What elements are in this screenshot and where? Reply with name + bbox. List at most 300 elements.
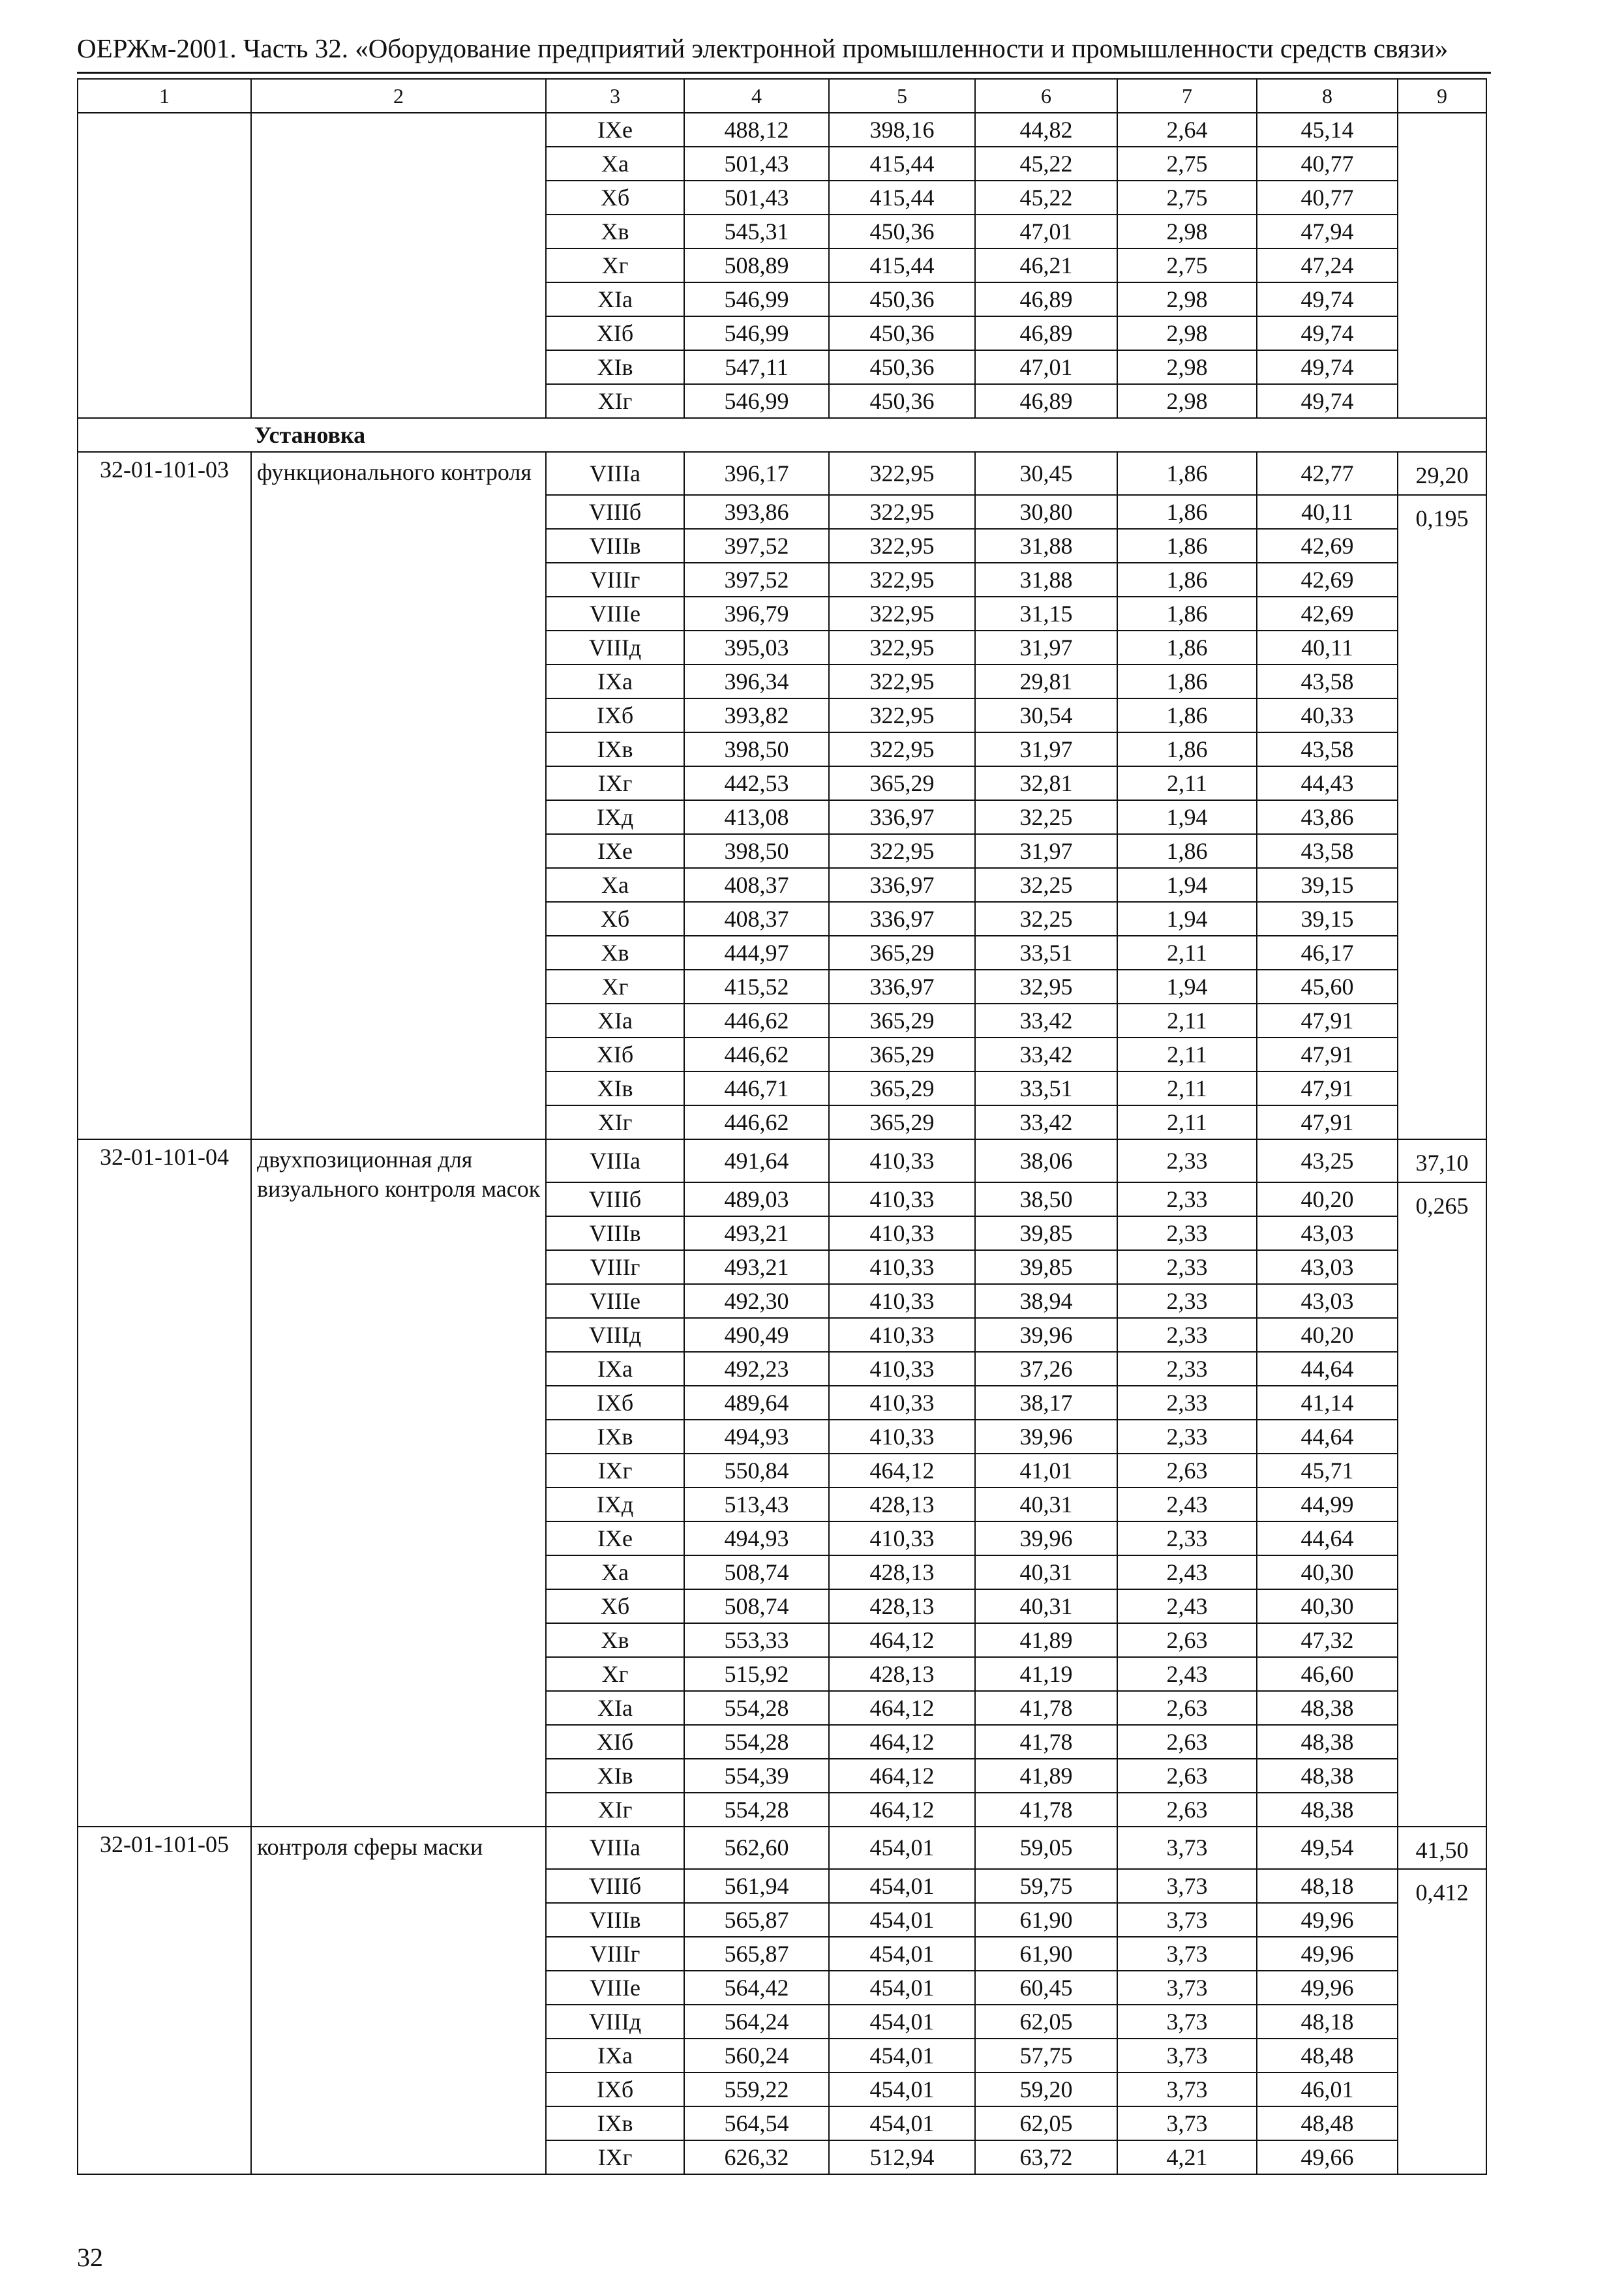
cell-value: 2,75	[1117, 248, 1257, 282]
cell-group: VIIIе	[546, 1971, 684, 2005]
column-number: 7	[1117, 79, 1257, 113]
cell-value: 43,03	[1257, 1216, 1398, 1250]
cell-value: 415,44	[829, 248, 975, 282]
cell-value: 562,60	[684, 1827, 829, 1870]
cell-value: 565,87	[684, 1903, 829, 1937]
cell-value: 2,43	[1117, 1488, 1257, 1521]
cell-value: 1,94	[1117, 902, 1257, 936]
cell-value: 397,52	[684, 563, 829, 597]
cell-value: 515,92	[684, 1657, 829, 1691]
cell-value: 47,94	[1257, 215, 1398, 248]
cell-value: 493,21	[684, 1216, 829, 1250]
cell-value: 47,91	[1257, 1105, 1398, 1139]
page-number: 32	[77, 2243, 103, 2272]
cell-value: 365,29	[829, 1004, 975, 1038]
cell-value: 45,22	[975, 147, 1117, 181]
cell-value: 545,31	[684, 215, 829, 248]
cell-value: 489,03	[684, 1182, 829, 1216]
cell-value: 428,13	[829, 1555, 975, 1589]
cell-value: 49,66	[1257, 2140, 1398, 2174]
cell-name: двухпозиционная для визуального контроля масок	[251, 1139, 546, 1827]
column-number: 6	[975, 79, 1117, 113]
cell-value: 365,29	[829, 936, 975, 970]
cell-value: 454,01	[829, 2072, 975, 2106]
cell-group: XIа	[546, 282, 684, 316]
cell-value: 336,97	[829, 902, 975, 936]
cell-group: VIIIг	[546, 563, 684, 597]
cell-value: 45,22	[975, 181, 1117, 215]
cell-value: 428,13	[829, 1657, 975, 1691]
cell-value: 322,95	[829, 452, 975, 495]
table-row	[78, 452, 1486, 495]
cell-value: 508,74	[684, 1555, 829, 1589]
cell-value: 44,99	[1257, 1488, 1398, 1521]
cell-value: 492,30	[684, 1284, 829, 1318]
cell-value: 444,97	[684, 936, 829, 970]
cell-value: 41,19	[975, 1657, 1117, 1691]
cell-value: 29,81	[975, 665, 1117, 698]
cell-value: 554,28	[684, 1725, 829, 1759]
column-number: 2	[251, 79, 546, 113]
cell-value: 40,30	[1257, 1555, 1398, 1589]
cell-value: 2,11	[1117, 1004, 1257, 1038]
cell-value: 47,24	[1257, 248, 1398, 282]
cell-value: 565,87	[684, 1937, 829, 1971]
cell-value: 47,91	[1257, 1071, 1398, 1105]
cell-group: XIв	[546, 350, 684, 384]
cell-value: 33,42	[975, 1004, 1117, 1038]
cell-value: 41,78	[975, 1793, 1117, 1827]
cell-value: 38,50	[975, 1182, 1117, 1216]
cell-value: 32,81	[975, 766, 1117, 800]
cell-value: 396,79	[684, 597, 829, 631]
cell-value: 41,78	[975, 1725, 1117, 1759]
cell-value: 1,94	[1117, 868, 1257, 902]
cell-value: 32,95	[975, 970, 1117, 1004]
cell-value: 33,51	[975, 936, 1117, 970]
cell-value: 2,43	[1117, 1657, 1257, 1691]
cell-value: 44,64	[1257, 1352, 1398, 1386]
cell-group: XIа	[546, 1691, 684, 1725]
cell-group: VIIIе	[546, 1284, 684, 1318]
header-rule	[77, 72, 1491, 74]
cell-group: XIб	[546, 1038, 684, 1071]
cell-value: 1,86	[1117, 698, 1257, 732]
cell-group: VIIIа	[546, 1827, 684, 1870]
cell-value: 40,20	[1257, 1182, 1398, 1216]
cell-value: 62,05	[975, 2005, 1117, 2039]
cell-group: Xг	[546, 1657, 684, 1691]
cell-value: 46,01	[1257, 2072, 1398, 2106]
cell-group: VIIIб	[546, 495, 684, 529]
cell-value: 32,25	[975, 902, 1117, 936]
cell-value: 464,12	[829, 1454, 975, 1488]
cell-value: 62,05	[975, 2106, 1117, 2140]
cell-value: 2,75	[1117, 181, 1257, 215]
cell-value: 2,98	[1117, 316, 1257, 350]
cell-value: 2,33	[1117, 1250, 1257, 1284]
cell-value: 415,44	[829, 147, 975, 181]
cell-group: IXд	[546, 800, 684, 834]
cell-value: 43,58	[1257, 732, 1398, 766]
cell-group: IXг	[546, 766, 684, 800]
cell-value: 454,01	[829, 1827, 975, 1870]
cell-value: 49,96	[1257, 1971, 1398, 2005]
cell-col9-top: 37,10	[1398, 1139, 1486, 1182]
cell-value: 3,73	[1117, 2039, 1257, 2072]
cell-group: IXв	[546, 2106, 684, 2140]
cell-value: 365,29	[829, 1071, 975, 1105]
cell-value: 2,11	[1117, 1038, 1257, 1071]
cell-value: 560,24	[684, 2039, 829, 2072]
cell-group: Xб	[546, 1589, 684, 1623]
cell-value: 59,20	[975, 2072, 1117, 2106]
cell-value: 49,96	[1257, 1903, 1398, 1937]
cell-value: 48,38	[1257, 1793, 1398, 1827]
cell-value: 322,95	[829, 597, 975, 631]
cell-value: 40,33	[1257, 698, 1398, 732]
cell-group: Xа	[546, 147, 684, 181]
cell-value: 410,33	[829, 1139, 975, 1182]
cell-value: 2,33	[1117, 1352, 1257, 1386]
section-title-cell	[78, 418, 1486, 452]
cell-group: IXе	[546, 834, 684, 868]
cell-code-empty	[78, 113, 251, 418]
column-number: 3	[546, 79, 684, 113]
cell-value: 2,33	[1117, 1139, 1257, 1182]
cell-value: 2,33	[1117, 1318, 1257, 1352]
cell-value: 48,38	[1257, 1691, 1398, 1725]
cell-value: 410,33	[829, 1420, 975, 1454]
cell-value: 322,95	[829, 631, 975, 665]
cell-value: 554,28	[684, 1691, 829, 1725]
cell-value: 1,86	[1117, 597, 1257, 631]
cell-value: 1,86	[1117, 452, 1257, 495]
cell-value: 336,97	[829, 970, 975, 1004]
cell-value: 32,25	[975, 800, 1117, 834]
cell-group: IXе	[546, 1521, 684, 1555]
cell-value: 446,62	[684, 1038, 829, 1071]
cell-value: 408,37	[684, 902, 829, 936]
cell-value: 393,82	[684, 698, 829, 732]
cell-value: 454,01	[829, 2039, 975, 2072]
cell-value: 492,23	[684, 1352, 829, 1386]
cell-value: 450,36	[829, 384, 975, 418]
cell-col9-empty	[1398, 113, 1486, 418]
cell-value: 450,36	[829, 215, 975, 248]
cell-value: 40,31	[975, 1555, 1117, 1589]
cell-group: VIIIб	[546, 1182, 684, 1216]
cell-value: 508,89	[684, 248, 829, 282]
cell-group: IXб	[546, 2072, 684, 2106]
cell-value: 2,33	[1117, 1216, 1257, 1250]
cell-value: 398,50	[684, 732, 829, 766]
cell-group: VIIIд	[546, 631, 684, 665]
cell-value: 550,84	[684, 1454, 829, 1488]
cell-value: 41,01	[975, 1454, 1117, 1488]
cell-value: 559,22	[684, 2072, 829, 2106]
column-number-row	[78, 79, 1486, 113]
cell-group: Xг	[546, 248, 684, 282]
cell-group: IXб	[546, 698, 684, 732]
cell-group: Xа	[546, 868, 684, 902]
cell-value: 46,89	[975, 282, 1117, 316]
cell-value: 39,15	[1257, 868, 1398, 902]
cell-value: 410,33	[829, 1216, 975, 1250]
cell-value: 564,54	[684, 2106, 829, 2140]
cell-value: 546,99	[684, 384, 829, 418]
cell-value: 2,11	[1117, 936, 1257, 970]
cell-value: 61,90	[975, 1903, 1117, 1937]
cell-value: 33,51	[975, 1071, 1117, 1105]
cell-value: 450,36	[829, 350, 975, 384]
cell-value: 446,62	[684, 1105, 829, 1139]
cell-value: 554,28	[684, 1793, 829, 1827]
cell-value: 2,33	[1117, 1386, 1257, 1420]
cell-value: 46,21	[975, 248, 1117, 282]
cell-value: 40,31	[975, 1589, 1117, 1623]
cell-value: 49,54	[1257, 1827, 1398, 1870]
cell-value: 1,86	[1117, 665, 1257, 698]
cell-value: 322,95	[829, 698, 975, 732]
cell-value: 396,17	[684, 452, 829, 495]
cell-group: VIIIв	[546, 1903, 684, 1937]
cell-value: 564,24	[684, 2005, 829, 2039]
cell-value: 491,64	[684, 1139, 829, 1182]
cell-value: 1,94	[1117, 970, 1257, 1004]
cell-value: 2,63	[1117, 1759, 1257, 1793]
cell-value: 47,32	[1257, 1623, 1398, 1657]
cell-value: 2,98	[1117, 384, 1257, 418]
cell-value: 41,78	[975, 1691, 1117, 1725]
price-table	[77, 78, 1487, 2175]
cell-name: функционального контроля	[251, 452, 546, 1139]
cell-group: IXв	[546, 1420, 684, 1454]
column-number: 5	[829, 79, 975, 113]
cell-value: 42,69	[1257, 529, 1398, 563]
cell-group: VIIIг	[546, 1250, 684, 1284]
cell-group: IXг	[546, 2140, 684, 2174]
cell-value: 494,93	[684, 1521, 829, 1555]
cell-value: 513,43	[684, 1488, 829, 1521]
cell-value: 57,75	[975, 2039, 1117, 2072]
cell-value: 396,34	[684, 665, 829, 698]
cell-group: VIIIг	[546, 1937, 684, 1971]
cell-value: 60,45	[975, 1971, 1117, 2005]
cell-value: 46,89	[975, 316, 1117, 350]
cell-group: IXд	[546, 1488, 684, 1521]
cell-value: 43,03	[1257, 1284, 1398, 1318]
cell-value: 508,74	[684, 1589, 829, 1623]
cell-col9-bottom: 0,195	[1398, 495, 1486, 1139]
cell-value: 40,30	[1257, 1589, 1398, 1623]
cell-group: VIIIа	[546, 1139, 684, 1182]
cell-value: 37,26	[975, 1352, 1117, 1386]
cell-value: 31,97	[975, 732, 1117, 766]
cell-value: 1,86	[1117, 563, 1257, 597]
cell-value: 2,63	[1117, 1725, 1257, 1759]
cell-value: 47,91	[1257, 1004, 1398, 1038]
cell-value: 46,60	[1257, 1657, 1398, 1691]
cell-value: 39,96	[975, 1521, 1117, 1555]
cell-value: 446,62	[684, 1004, 829, 1038]
cell-value: 41,89	[975, 1623, 1117, 1657]
cell-value: 32,25	[975, 868, 1117, 902]
cell-value: 410,33	[829, 1318, 975, 1352]
cell-value: 464,12	[829, 1691, 975, 1725]
cell-value: 45,60	[1257, 970, 1398, 1004]
column-number: 8	[1257, 79, 1398, 113]
cell-value: 39,15	[1257, 902, 1398, 936]
cell-value: 1,86	[1117, 631, 1257, 665]
cell-value: 2,43	[1117, 1589, 1257, 1623]
cell-group: VIIIа	[546, 452, 684, 495]
cell-value: 2,33	[1117, 1284, 1257, 1318]
cell-value: 365,29	[829, 1038, 975, 1071]
cell-value: 2,75	[1117, 147, 1257, 181]
cell-value: 46,89	[975, 384, 1117, 418]
cell-value: 40,31	[975, 1488, 1117, 1521]
cell-value: 454,01	[829, 1937, 975, 1971]
cell-code: 32-01-101-04	[78, 1139, 251, 1827]
cell-value: 59,75	[975, 1869, 1117, 1903]
cell-value: 454,01	[829, 1869, 975, 1903]
cell-value: 322,95	[829, 834, 975, 868]
cell-value: 2,33	[1117, 1521, 1257, 1555]
cell-group: VIIIе	[546, 597, 684, 631]
cell-group: VIIIд	[546, 1318, 684, 1352]
cell-value: 3,73	[1117, 1937, 1257, 1971]
cell-value: 336,97	[829, 800, 975, 834]
cell-value: 413,08	[684, 800, 829, 834]
cell-group: XIг	[546, 384, 684, 418]
cell-value: 38,17	[975, 1386, 1117, 1420]
cell-value: 3,73	[1117, 2005, 1257, 2039]
cell-value: 49,74	[1257, 384, 1398, 418]
cell-value: 454,01	[829, 2106, 975, 2140]
cell-value: 410,33	[829, 1352, 975, 1386]
cell-value: 2,63	[1117, 1454, 1257, 1488]
cell-value: 322,95	[829, 495, 975, 529]
cell-value: 2,64	[1117, 113, 1257, 147]
column-number: 1	[78, 79, 251, 113]
cell-value: 501,43	[684, 147, 829, 181]
cell-value: 397,52	[684, 529, 829, 563]
cell-value: 40,20	[1257, 1318, 1398, 1352]
cell-group: Xв	[546, 936, 684, 970]
cell-value: 43,58	[1257, 665, 1398, 698]
cell-value: 49,74	[1257, 282, 1398, 316]
cell-value: 561,94	[684, 1869, 829, 1903]
cell-value: 63,72	[975, 2140, 1117, 2174]
cell-value: 44,64	[1257, 1521, 1398, 1555]
cell-value: 38,94	[975, 1284, 1117, 1318]
cell-col9-top: 41,50	[1398, 1827, 1486, 1870]
cell-value: 626,32	[684, 2140, 829, 2174]
cell-value: 48,38	[1257, 1759, 1398, 1793]
cell-value: 428,13	[829, 1589, 975, 1623]
table-row	[78, 1139, 1486, 1182]
cell-value: 46,17	[1257, 936, 1398, 970]
cell-value: 41,14	[1257, 1386, 1398, 1420]
cell-value: 2,63	[1117, 1691, 1257, 1725]
cell-value: 42,69	[1257, 597, 1398, 631]
cell-group: Xа	[546, 1555, 684, 1589]
cell-value: 410,33	[829, 1386, 975, 1420]
cell-group: Xб	[546, 902, 684, 936]
cell-value: 42,77	[1257, 452, 1398, 495]
cell-group: VIIIд	[546, 2005, 684, 2039]
cell-code: 32-01-101-05	[78, 1827, 251, 2175]
cell-col9-bottom: 0,412	[1398, 1869, 1486, 2174]
cell-value: 33,42	[975, 1105, 1117, 1139]
cell-value: 398,16	[829, 113, 975, 147]
cell-value: 40,11	[1257, 631, 1398, 665]
cell-value: 61,90	[975, 1937, 1117, 1971]
cell-group: IXг	[546, 1454, 684, 1488]
cell-value: 43,25	[1257, 1139, 1398, 1182]
cell-value: 1,86	[1117, 732, 1257, 766]
cell-value: 59,05	[975, 1827, 1117, 1870]
cell-value: 547,11	[684, 350, 829, 384]
cell-group: IXб	[546, 1386, 684, 1420]
cell-value: 410,33	[829, 1182, 975, 1216]
cell-value: 553,33	[684, 1623, 829, 1657]
cell-value: 47,01	[975, 215, 1117, 248]
cell-value: 30,54	[975, 698, 1117, 732]
cell-group: IXа	[546, 1352, 684, 1386]
cell-value: 48,48	[1257, 2039, 1398, 2072]
cell-value: 554,39	[684, 1759, 829, 1793]
cell-value: 454,01	[829, 1971, 975, 2005]
column-number: 9	[1398, 79, 1486, 113]
cell-value: 1,86	[1117, 834, 1257, 868]
cell-value: 31,88	[975, 529, 1117, 563]
table-row	[78, 113, 1486, 147]
cell-value: 49,74	[1257, 350, 1398, 384]
cell-value: 1,86	[1117, 529, 1257, 563]
cell-value: 48,18	[1257, 1869, 1398, 1903]
cell-value: 39,96	[975, 1420, 1117, 1454]
cell-value: 48,38	[1257, 1725, 1398, 1759]
cell-value: 464,12	[829, 1725, 975, 1759]
cell-value: 2,11	[1117, 1071, 1257, 1105]
cell-value: 44,82	[975, 113, 1117, 147]
cell-value: 43,86	[1257, 800, 1398, 834]
cell-value: 3,73	[1117, 1827, 1257, 1870]
cell-code: 32-01-101-03	[78, 452, 251, 1139]
cell-value: 322,95	[829, 732, 975, 766]
cell-value: 322,95	[829, 665, 975, 698]
cell-group: XIг	[546, 1793, 684, 1827]
cell-value: 464,12	[829, 1759, 975, 1793]
cell-value: 49,96	[1257, 1937, 1398, 1971]
cell-value: 3,73	[1117, 1971, 1257, 2005]
cell-value: 31,97	[975, 631, 1117, 665]
cell-value: 393,86	[684, 495, 829, 529]
cell-value: 1,94	[1117, 800, 1257, 834]
cell-group: XIб	[546, 1725, 684, 1759]
cell-group: VIIIб	[546, 1869, 684, 1903]
cell-value: 490,49	[684, 1318, 829, 1352]
cell-value: 49,74	[1257, 316, 1398, 350]
cell-value: 40,77	[1257, 147, 1398, 181]
cell-group: XIв	[546, 1071, 684, 1105]
cell-value: 410,33	[829, 1284, 975, 1318]
cell-group: Xб	[546, 181, 684, 215]
cell-value: 2,98	[1117, 282, 1257, 316]
cell-value: 31,88	[975, 563, 1117, 597]
